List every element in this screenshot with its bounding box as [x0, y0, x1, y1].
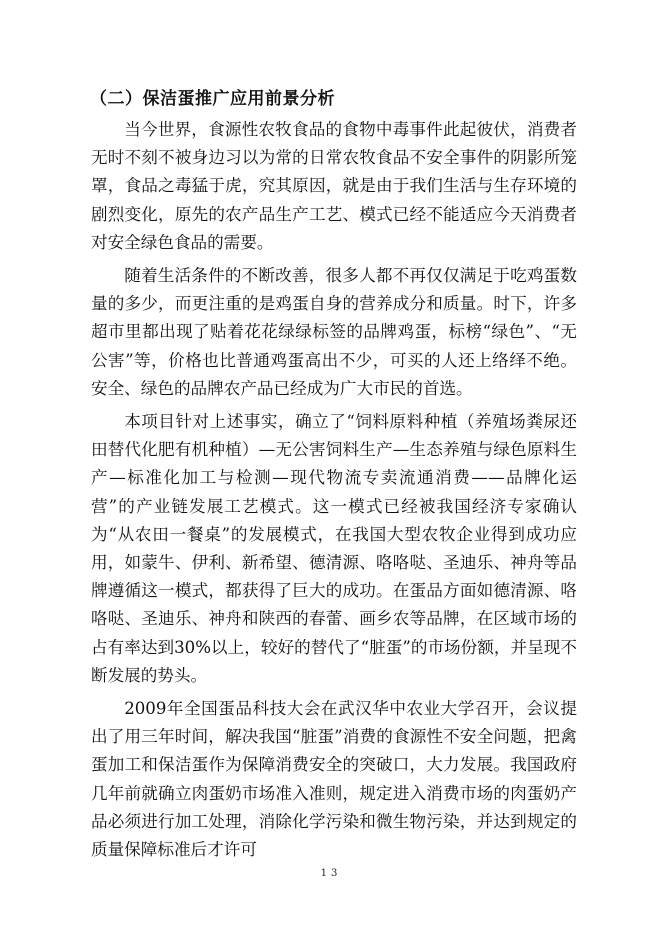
paragraph-2: 随着生活条件的不断改善，很多人都不再仅仅满足于吃鸡蛋数量的多少，而更注重的是鸡蛋自身的营养成分和质量。时下，许多超市里都出现了贴着花花绿绿标签的品牌鸡蛋，标榜“绿色”、“无公害”等，价格也比普通鸡蛋高出不少，可买的人还上络绎不绝。安全、绿色的品牌农产品已经成为广大市民的首选。: [91, 266, 577, 398]
paragraph-1: 当今世界，食源性农牧食品的食物中毒事件此起彼伏，消费者无时不刻不被身边习以为常的日常农牧食品不安全事件的阴影所笼罩，食品之毒猛于虎，究其原因，就是由于我们生活与生存环境的剧烈变化，原先的农产品生产工艺、模式已经不能适应今天消费者对安全绿色食品的需要。: [91, 120, 577, 252]
body-text: [91, 116, 577, 869]
paragraph-3: 本项目针对上述事实，确立了“饲料原料种植（养殖场粪尿还田替代化肥有机种植）—无公害饲料生产—生态养殖与绿色原料生产—标准化加工与检测—现代物流专卖流通消费——品牌化运营”的产业链发展工艺模式。这一模式已经被我国经济专家确认为“从农田一餐桌”的发展模式，在我国大型农牧企业得到成功应用，如蒙牛、伊利、新希望、德清源、咯咯哒、圣迪乐、神舟等品牌遵循这一模式，都获得了巨大的成功。在蛋品方面如德清源、咯咯哒、圣迪乐、神舟和陕西的春蕾、画乡农等品牌，在区域市场的占有率达到30%以上，较好的替代了“脏蛋”的市场份额，并呈现不断发展的势头。: [91, 412, 577, 685]
section-heading: （二）保洁蛋推广应用前景分析: [90, 89, 335, 109]
page-number: 13: [320, 868, 342, 879]
paragraph-4: 2009年全国蛋品科技大会在武汉华中农业大学召开，会议提出了用三年时间，解决我国“脏蛋”消费的食源性不安全问题，把禽蛋加工和保洁蛋作为保障消费安全的突破口，大力发展。我国政府几年前就确立肉蛋奶市场准入准则，规定进入消费市场的肉蛋奶产品必须进行加工处理，消除化学污染和微生物污染，并达到规定的质量保障标准后才许可: [91, 699, 577, 860]
